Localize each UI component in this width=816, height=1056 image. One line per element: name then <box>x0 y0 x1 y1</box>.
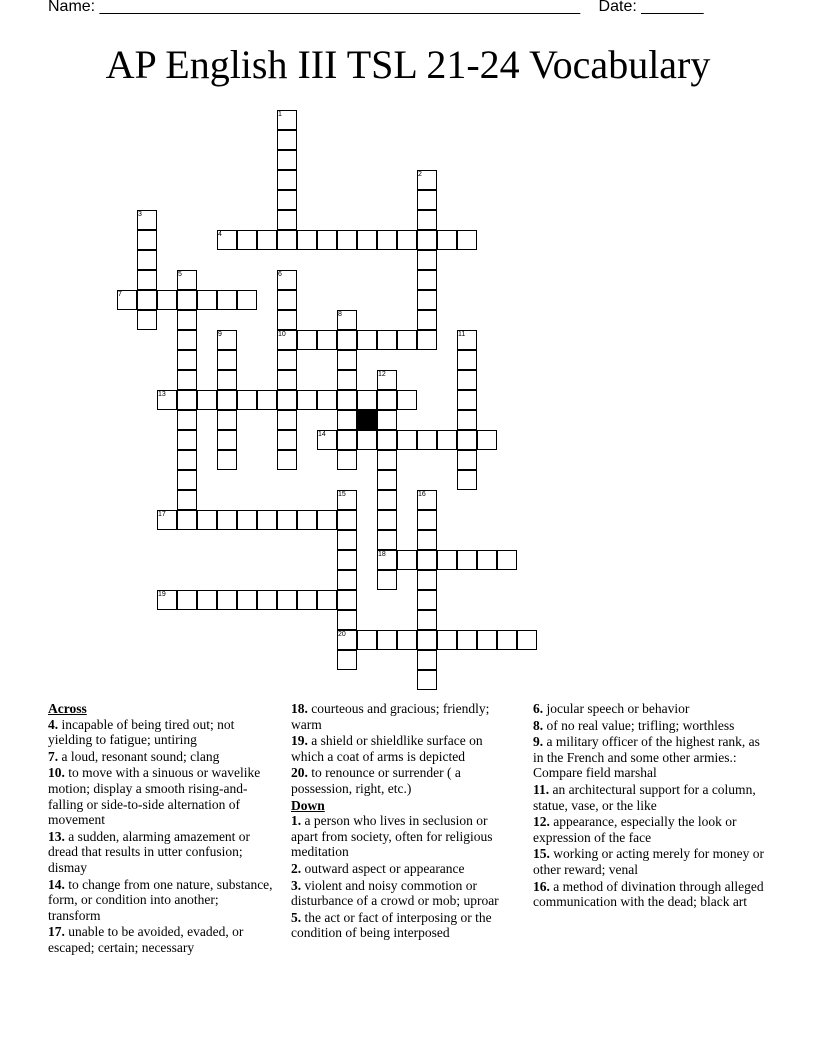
crossword-cell[interactable] <box>397 630 417 650</box>
clue-item <box>48 765 273 827</box>
crossword-cell[interactable] <box>257 510 277 530</box>
clue-text: a loud, resonant sound; clang <box>58 748 220 764</box>
crossword-cell[interactable] <box>457 630 477 650</box>
crossword-cell[interactable] <box>197 510 217 530</box>
crossword-cell[interactable] <box>137 230 157 250</box>
crossword-cell[interactable] <box>197 290 217 310</box>
crossword-cell[interactable] <box>337 590 357 610</box>
crossword-cell[interactable] <box>177 590 197 610</box>
crossword-cell[interactable] <box>337 230 357 250</box>
crossword-cell[interactable] <box>337 530 357 550</box>
crossword-cell[interactable] <box>417 570 437 590</box>
cell-number: 5 <box>178 271 182 278</box>
crossword-cell[interactable] <box>237 390 257 410</box>
crossword-cell[interactable] <box>277 390 297 410</box>
crossword-cell[interactable] <box>337 330 357 350</box>
crossword-cell[interactable] <box>217 430 237 450</box>
crossword-cell[interactable] <box>177 450 197 470</box>
clue-number: 11. <box>533 781 550 797</box>
clue-text: a shield or shieldlike surface on which a coat of arms is depicted <box>291 733 483 764</box>
page-title: AP English III TSL 21-24 Vocabulary <box>105 42 711 87</box>
cell-number: 4 <box>218 231 222 238</box>
cell-number: 17 <box>158 511 166 518</box>
crossword-cell[interactable] <box>457 230 477 250</box>
crossword-cell[interactable] <box>337 650 357 670</box>
date-label: Date: <box>598 0 637 15</box>
crossword-cell[interactable] <box>377 570 397 590</box>
crossword-cell[interactable] <box>457 350 477 370</box>
clue-text: an architectural support for a column, statue, vase, or the like <box>533 781 756 813</box>
crossword-cell[interactable] <box>217 510 237 530</box>
cell-number: 14 <box>318 431 326 438</box>
crossword-cell[interactable] <box>137 290 157 310</box>
crossword-cell[interactable] <box>417 290 437 310</box>
crossword-cell[interactable] <box>377 410 397 430</box>
crossword-cell[interactable] <box>277 510 297 530</box>
cell-number: 18 <box>378 551 386 558</box>
clue-item <box>291 701 516 732</box>
crossword-cell[interactable] <box>177 430 197 450</box>
crossword-cell[interactable] <box>517 630 537 650</box>
clue-number: 4. <box>48 716 59 732</box>
crossword-cell[interactable] <box>357 230 377 250</box>
crossword-cell[interactable] <box>377 530 397 550</box>
crossword-cell[interactable] <box>417 610 437 630</box>
crossword-cell[interactable] <box>217 290 237 310</box>
crossword-cell[interactable] <box>457 450 477 470</box>
crossword-cell[interactable] <box>417 430 437 450</box>
crossword-cell[interactable] <box>297 330 317 350</box>
crossword-cell[interactable] <box>317 230 337 250</box>
crossword-cell[interactable] <box>417 210 437 230</box>
clue-text: working or acting merely for money or other reward; venal <box>533 846 764 877</box>
crossword-cell[interactable] <box>217 590 237 610</box>
crossword-cell[interactable] <box>337 550 357 570</box>
crossword-cell[interactable] <box>177 350 197 370</box>
crossword-cell[interactable] <box>417 270 437 290</box>
clue-item <box>533 734 773 781</box>
crossword-cell[interactable] <box>357 390 377 410</box>
crossword-cell[interactable] <box>277 190 297 210</box>
crossword-cell[interactable] <box>397 330 417 350</box>
crossword-cell[interactable] <box>177 470 197 490</box>
clue-text: to move with a sinuous or wavelike motion; display a smooth rising-and-falling or side-to-side alternation of movement <box>48 765 261 828</box>
crossword-cell[interactable] <box>377 490 397 510</box>
cell-number: 3 <box>138 211 142 218</box>
crossword-cell[interactable] <box>377 470 397 490</box>
crossword-cell[interactable] <box>457 470 477 490</box>
clue-text: to renounce or surrender ( a possession, right, etc.) <box>291 765 461 796</box>
clue-number: 7. <box>48 748 59 764</box>
crossword-cell[interactable] <box>177 370 197 390</box>
crossword-cell[interactable] <box>297 590 317 610</box>
clue-item <box>48 829 273 876</box>
crossword-cell[interactable] <box>457 550 477 570</box>
crossword-cell[interactable] <box>417 670 437 690</box>
crossword-cell[interactable] <box>477 550 497 570</box>
clue-item <box>291 878 516 909</box>
clue-number: 18. <box>291 701 308 716</box>
crossword-cell[interactable] <box>417 230 437 250</box>
clue-number: 9. <box>533 734 544 750</box>
clue-item <box>48 877 273 924</box>
crossword-cell[interactable] <box>237 510 257 530</box>
crossword-cell[interactable] <box>277 290 297 310</box>
crossword-cell[interactable] <box>437 230 457 250</box>
crossword-cell[interactable] <box>397 230 417 250</box>
clues-column-3 <box>533 701 773 911</box>
crossword-cell[interactable] <box>357 430 377 450</box>
clue-text: a person who lives in seclusion or apart from society, often for religious meditation <box>291 813 493 860</box>
clue-item <box>291 861 516 877</box>
crossword-cell[interactable] <box>417 530 437 550</box>
crossword-cell[interactable] <box>457 390 477 410</box>
clue-item <box>291 910 516 941</box>
crossword-cell[interactable] <box>137 250 157 270</box>
crossword-cell[interactable] <box>417 630 437 650</box>
crossword-cell[interactable] <box>417 510 437 530</box>
clue-number: 19. <box>291 733 308 749</box>
cell-number: 12 <box>378 371 386 378</box>
crossword-cell[interactable] <box>197 390 217 410</box>
crossword-cell[interactable] <box>477 630 497 650</box>
crossword-cell[interactable] <box>177 290 197 310</box>
clue-number: 20. <box>291 765 308 781</box>
cell-number: 6 <box>278 271 282 278</box>
clue-number: 8. <box>533 717 544 733</box>
down-heading: Down <box>291 797 325 813</box>
crossword-cell[interactable] <box>297 230 317 250</box>
crossword-cell[interactable] <box>457 410 477 430</box>
crossword-cell[interactable] <box>337 510 357 530</box>
crossword-cell[interactable] <box>137 310 157 330</box>
crossword-cell[interactable] <box>337 350 357 370</box>
clue-item <box>533 846 773 877</box>
clue-text: of no real value; trifling; worthless <box>543 717 735 733</box>
crossword-cell[interactable] <box>397 550 417 570</box>
clue-item <box>48 749 273 765</box>
clue-number: 15. <box>533 846 550 862</box>
crossword-cell[interactable] <box>257 390 277 410</box>
crossword-cell[interactable] <box>237 290 257 310</box>
crossword-cell[interactable] <box>337 390 357 410</box>
crossword-cell[interactable] <box>217 450 237 470</box>
crossword-cell[interactable] <box>317 330 337 350</box>
clue-item <box>48 717 273 748</box>
clue-text: to change from one nature, substance, form, or condition into another; transform <box>48 876 273 923</box>
crossword-cell[interactable] <box>457 430 477 450</box>
clue-number: 10. <box>48 765 65 781</box>
crossword-cell[interactable] <box>357 630 377 650</box>
crossword-cell[interactable] <box>497 630 517 650</box>
crossword-cell[interactable] <box>337 610 357 630</box>
crossword-cell[interactable] <box>477 430 497 450</box>
crossword-cell[interactable] <box>417 250 437 270</box>
crossword-cell[interactable] <box>277 350 297 370</box>
cell-number: 13 <box>158 391 166 398</box>
crossword-cell[interactable] <box>357 330 377 350</box>
cell-number: 7 <box>118 291 122 298</box>
down-clue-list <box>291 813 516 941</box>
crossword-cell[interactable] <box>257 590 277 610</box>
crossword-cell[interactable] <box>277 410 297 430</box>
crossword-cell[interactable] <box>197 590 217 610</box>
crossword-cell[interactable] <box>377 390 397 410</box>
clue-text: violent and noisy commotion or disturbance of a crowd or mob; uproar <box>291 877 499 909</box>
date-blank[interactable]: _______ <box>641 0 704 15</box>
crossword-cell[interactable] <box>297 390 317 410</box>
crossword-cell[interactable] <box>377 330 397 350</box>
crossword-cell[interactable] <box>177 410 197 430</box>
crossword-cell[interactable] <box>277 310 297 330</box>
clue-text: a military officer of the highest rank, as in the French and some other armies.: Compare field marshal <box>533 734 760 781</box>
crossword-cell[interactable] <box>217 370 237 390</box>
clue-item <box>533 782 773 813</box>
across-clue-list-continued <box>291 701 516 797</box>
crossword-cell[interactable] <box>177 390 197 410</box>
crossword-cell[interactable] <box>277 370 297 390</box>
cell-number: 8 <box>338 311 342 318</box>
crossword-cell[interactable] <box>237 230 257 250</box>
crossword-cell[interactable] <box>337 570 357 590</box>
clue-number: 6. <box>533 701 544 716</box>
crossword-cell[interactable] <box>437 430 457 450</box>
header-line <box>48 0 704 16</box>
crossword-cell[interactable] <box>337 450 357 470</box>
clue-text: unable to be avoided, evaded, or escaped; certain; necessary <box>48 924 244 955</box>
cell-number: 9 <box>218 331 222 338</box>
crossword-cell[interactable] <box>317 590 337 610</box>
crossword-cell[interactable] <box>417 190 437 210</box>
name-blank[interactable]: ______________________________________________________ <box>99 0 581 15</box>
clue-number: 13. <box>48 828 65 844</box>
crossword-cell[interactable] <box>277 150 297 170</box>
crossword-cell[interactable] <box>177 310 197 330</box>
crossword-cell[interactable] <box>377 450 397 470</box>
crossword-cell[interactable] <box>497 550 517 570</box>
clue-text: a method of divination through alleged communication with the dead; black art <box>533 878 764 910</box>
shaded-cell <box>357 410 377 430</box>
clue-text: incapable of being tired out; not yielding to fatigue; untiring <box>48 716 235 748</box>
clues-column-2 <box>291 701 516 942</box>
cell-number: 16 <box>418 491 426 498</box>
across-clue-list <box>48 717 273 956</box>
cell-number: 15 <box>338 491 346 498</box>
clue-number: 16. <box>533 878 550 894</box>
cell-number: 2 <box>418 171 422 178</box>
crossword-cell[interactable] <box>417 550 437 570</box>
cell-number: 19 <box>158 591 166 598</box>
clue-number: 3. <box>291 877 302 893</box>
clue-item <box>533 879 773 910</box>
clue-item <box>533 701 773 717</box>
clue-number: 1. <box>291 813 302 829</box>
crossword-cell[interactable] <box>377 230 397 250</box>
clue-number: 5. <box>291 909 302 925</box>
crossword-cell[interactable] <box>397 390 417 410</box>
clue-text: the act or fact of interposing or the condition of being interposed <box>291 909 492 941</box>
clue-text: courteous and gracious; friendly; warm <box>291 701 490 732</box>
crossword-cell[interactable] <box>377 430 397 450</box>
crossword-cell[interactable] <box>317 510 337 530</box>
crossword-cell[interactable] <box>277 230 297 250</box>
crossword-cell[interactable] <box>397 430 417 450</box>
clue-number: 14. <box>48 876 65 892</box>
crossword-cell[interactable] <box>417 310 437 330</box>
crossword-cell[interactable] <box>237 590 257 610</box>
clue-number: 2. <box>291 860 302 876</box>
crossword-cell[interactable] <box>457 370 477 390</box>
down-clue-list-continued <box>533 701 773 910</box>
crossword-cell[interactable] <box>217 410 237 430</box>
cell-number: 10 <box>278 331 286 338</box>
crossword-cell[interactable] <box>377 510 397 530</box>
crossword-cell[interactable] <box>437 630 457 650</box>
crossword-cell[interactable] <box>377 630 397 650</box>
clue-item <box>533 718 773 734</box>
clues-column-1 <box>48 701 273 957</box>
clue-text: outward aspect or appearance <box>301 860 465 876</box>
crossword-cell[interactable] <box>177 330 197 350</box>
clue-item <box>533 814 773 845</box>
across-heading: Across <box>48 701 87 716</box>
clue-text: jocular speech or behavior <box>543 701 690 716</box>
crossword-cell[interactable] <box>217 350 237 370</box>
crossword-cell[interactable] <box>437 550 457 570</box>
crossword-cell[interactable] <box>277 430 297 450</box>
cell-number: 11 <box>458 331 466 338</box>
crossword-cell[interactable] <box>277 170 297 190</box>
crossword-cell[interactable] <box>277 210 297 230</box>
crossword-cell[interactable] <box>317 390 337 410</box>
crossword-cell[interactable] <box>417 330 437 350</box>
crossword-cell[interactable] <box>157 290 177 310</box>
crossword-cell[interactable] <box>337 430 357 450</box>
clue-item <box>291 733 516 764</box>
crossword-cell[interactable] <box>337 410 357 430</box>
crossword-cell[interactable] <box>257 230 277 250</box>
cell-number: 1 <box>278 111 282 118</box>
crossword-cell[interactable] <box>177 510 197 530</box>
name-label: Name: <box>48 0 96 15</box>
clue-number: 17. <box>48 924 65 940</box>
crossword-cell[interactable] <box>277 130 297 150</box>
clue-text: a sudden, alarming amazement or dread that results in utter confusion; dismay <box>48 828 251 875</box>
clue-item <box>291 813 516 860</box>
clue-item <box>291 765 516 796</box>
clue-number: 12. <box>533 814 550 830</box>
crossword-cell[interactable] <box>137 270 157 290</box>
crossword-cell[interactable] <box>277 450 297 470</box>
crossword-cell[interactable] <box>297 510 317 530</box>
crossword-cell[interactable] <box>277 590 297 610</box>
clue-item <box>48 924 273 955</box>
crossword-cell[interactable] <box>417 590 437 610</box>
crossword-cell[interactable] <box>217 390 237 410</box>
clue-text: appearance, especially the look or expression of the face <box>533 814 737 845</box>
cell-number: 20 <box>338 631 346 638</box>
crossword-cell[interactable] <box>337 370 357 390</box>
crossword-cell[interactable] <box>177 490 197 510</box>
crossword-cell[interactable] <box>417 650 437 670</box>
